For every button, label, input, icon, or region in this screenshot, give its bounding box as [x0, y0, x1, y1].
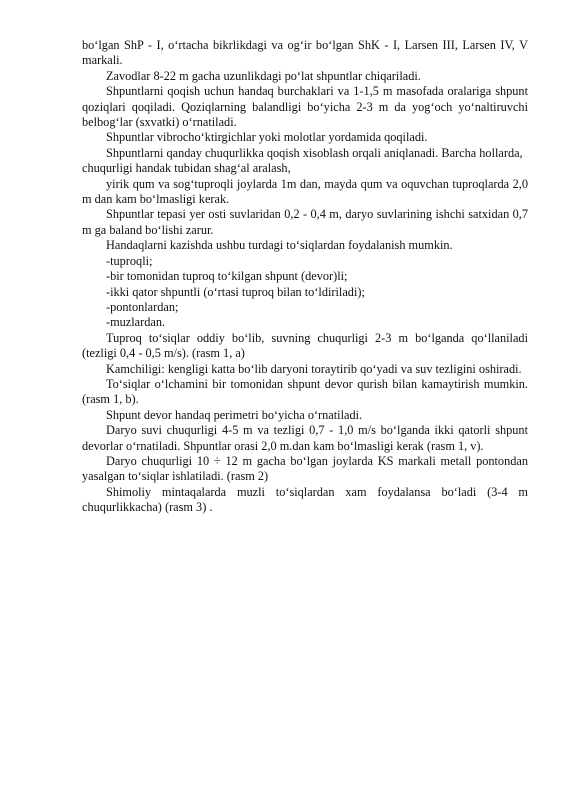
paragraph: Shpuntlar vibrocho‘ktirgichlar yoki molotlar yordamida qoqiladi.	[106, 130, 428, 145]
paragraph: Daryo chuqurligi 10 ÷ 12 m gacha bo‘lgan joylarda KS markali metall pontondan yasalgan to‘siqlar ishlatiladi. (rasm 2)	[82, 453, 528, 484]
paragraph: Tuproq to‘siqlar oddiy bo‘lib, suvning chuqurligi 2-3 m bo‘lganda qo‘llaniladi (tezligi 0,4 - 0,5 m/s). (rasm 1, a)	[82, 330, 528, 361]
list-item: -pontonlardan;	[106, 299, 179, 314]
paragraph: yirik qum va sog‘tuproqli joylarda 1m dan, mayda qum va oquvchan tuproqlarda 2,0 m dan kam bo‘lmasligi kerak.	[82, 176, 528, 207]
paragraph: Kamchiligi: kengligi katta bo‘lib daryoni toraytirib qo‘yadi va suv tezligini oshiradi.	[106, 361, 522, 376]
paragraph: Shpuntlarni qanday chuqurlikka qoqish xisoblash orqali aniqlanadi. Barcha hollarda, chuqurligi handak tubidan shag‘al aralash,	[82, 145, 523, 176]
list-item: -ikki qator shpuntli (o‘rtasi tuproq bilan to‘ldiriladi);	[106, 284, 365, 299]
paragraph: Shpuntlarni qoqish uchun handaq burchaklari va 1-1,5 m masofada oralariga shpunt qoziqlari qoqiladi. Qoziqlarning balandligi bo‘yicha 2-3 m da yog‘och yo‘naltiruvchi belbog‘lar (sxvatki) o‘rnatiladi.	[82, 84, 528, 130]
paragraph: bo‘lgan ShP - I, o‘rtacha bikrlikdagi va og‘ir bo‘lgan ShK - I, Larsen III, Larsen IV, V markali.	[82, 38, 528, 68]
list-item: -muzlardan.	[106, 315, 166, 330]
paragraph: To‘siqlar o‘lchamini bir tomonidan shpunt devor qurish bilan kamaytirish mumkin. (rasm 1, b).	[82, 376, 528, 407]
paragraph: Shpunt devor handaq perimetri bo‘yicha o‘rnatiladi.	[106, 407, 363, 422]
paragraph: Shpuntlar tepasi yer osti suvlaridan 0,2 - 0,4 m, daryo suvlarining ishchi satxidan 0,7 m ga baland bo‘lishi zarur.	[82, 207, 528, 237]
paragraph: Shimoliy mintaqalarda muzli to‘siqlardan xam foydalansa bo‘ladi (3-4 m chuqurlikkacha) (rasm 3) .	[82, 484, 528, 515]
paragraph: Handaqlarni kazishda ushbu turdagi to‘siqlardan foydalanish mumkin.	[106, 238, 453, 253]
list-item: -tuproqli;	[106, 253, 153, 268]
paragraph: Zavodlar 8-22 m gacha uzunlikdagi po‘lat shpuntlar chiqariladi.	[106, 68, 421, 83]
paragraph: Daryo suvi chuqurligi 4-5 m va tezligi 0,7 - 1,0 m/s bo‘lganda ikki qatorli shpunt devorlar o‘rnatiladi. Shpuntlar orasi 2,0 m.dan kam bo‘lmasligi kerak (rasm 1, v).	[82, 423, 528, 453]
document-page	[82, 38, 528, 516]
list-item: -bir tomonidan tuproq to‘kilgan shpunt (devor)li;	[106, 269, 348, 284]
